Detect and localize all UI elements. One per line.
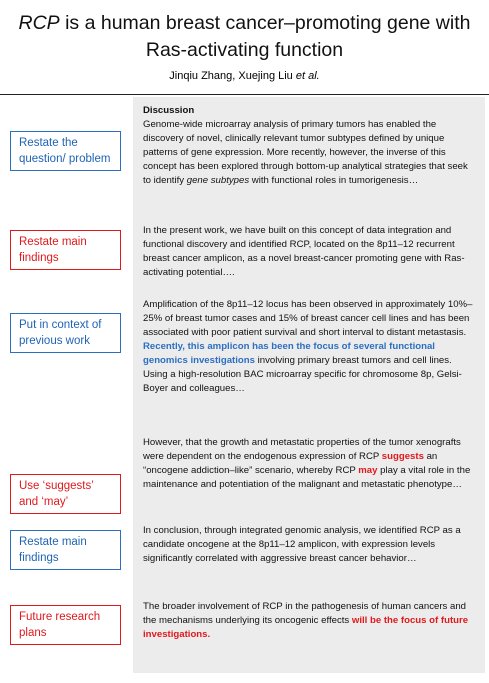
label-text: Restate main findings (19, 536, 87, 564)
paragraph-suggests (143, 436, 478, 492)
para-text-c: play a vital role in the maintenance and potentiation of the malignant and metastatic phenotype… (143, 465, 471, 490)
discussion-heading: Discussion (143, 105, 195, 116)
label-text: Put in context of previous work (19, 319, 102, 347)
label-future-research (10, 605, 121, 645)
word-may: may (358, 465, 378, 476)
label-suggests-may (10, 474, 121, 514)
label-restate-findings-2 (10, 530, 121, 570)
authors-names: Jinqiu Zhang, Xuejing Liu (169, 70, 296, 82)
para-text: Genome-wide microarray analysis of primary tumors has enabled the discovery of novel, clinically relevant tumor subtypes defined by unique patterns of gene expression. More recently, however, the inverse of this concept has been explored through bottom-up analytical strategies that seek to identify (143, 119, 468, 186)
para-text: The broader involvement of RCP in the pathogenesis of human cancers and the mechanisms underlying its oncogenic effects (143, 601, 467, 626)
label-text: Use ‘suggests’ and ‘may’ (19, 480, 94, 508)
paragraph-present-work (143, 224, 478, 280)
para-highlight: Recently, this amplicon has been the focus of several functional genomics investigations (143, 341, 435, 366)
para-text-end: with functional roles in tumorigenesis… (249, 175, 419, 186)
para-text-b: an “oncogene addiction–like” scenario, whereby RCP (143, 451, 438, 476)
para-highlight: will be the focus of future investigations. (143, 615, 469, 640)
para-text-a: However, that the growth and metastatic properties of the tumor xenografts were dependent on the endogenous expression of RCP (143, 437, 461, 462)
label-text: Restate the question/ problem (19, 137, 111, 165)
para-text: In the present work, we have built on this concept of data integration and functional discovery and identified RCP, located on the 8p11–12 recurrent breast cancer amplicon, as a novel breast-cancer promoting gene with Ras-activating potential…. (143, 225, 465, 278)
para-italic: gene subtypes (186, 175, 250, 186)
label-restate-question (10, 131, 121, 171)
para-text: Amplification of the 8p11–12 locus has been observed in approximately 10%–25% of breast tumor cases and 15% of breast cancer cell lines and has been associated with poor patient survival and short interval to distant metastasis. (143, 299, 473, 338)
paragraph-future (143, 600, 478, 642)
title-gene-name: RCP (18, 12, 60, 34)
title-line-1: is a human breast cancer–promoting gene with (59, 12, 471, 34)
authors (0, 70, 489, 82)
para-text-end: involving primary breast tumors and cell lines. Using a high-resolution BAC microarray specific for chromosome 8p, Gelsi-Boyer and colleagues… (143, 355, 462, 394)
header-divider (0, 94, 489, 95)
paragraph-conclusion (143, 524, 478, 566)
page-title (0, 10, 489, 64)
para-text: In conclusion, through integrated genomic analysis, we identified RCP as a candidate oncogene at the 8p11–12 amplicon, with expression levels significantly correlated with aggressive breast cancer behavior… (143, 525, 461, 564)
label-restate-findings-1 (10, 230, 121, 270)
word-suggests: suggests (381, 451, 424, 462)
label-text: Restate main findings (19, 236, 87, 264)
label-text: Future research plans (19, 611, 101, 639)
title-line-2: Ras-activating function (145, 39, 344, 61)
authors-et-al: et al. (295, 70, 320, 82)
paragraph-context (143, 298, 478, 396)
paragraph-discussion-intro (143, 104, 478, 188)
label-context-previous-work (10, 313, 121, 353)
